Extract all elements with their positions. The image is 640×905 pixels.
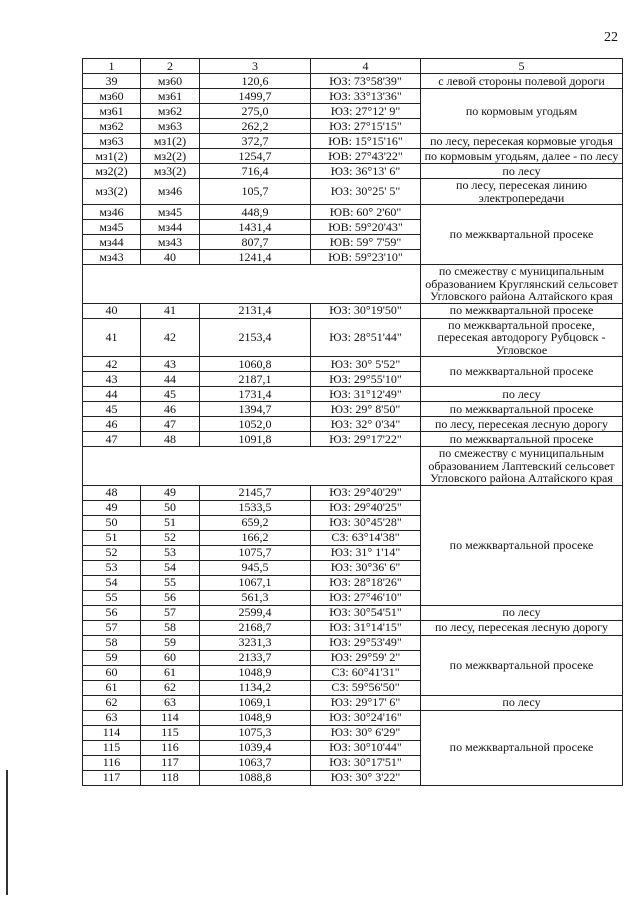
distance-cell: 1075,7 <box>200 545 311 560</box>
bearing-cell: ЮЗ: 29°17'22" <box>311 432 421 447</box>
from-point-cell: 114 <box>83 725 141 740</box>
boundary-table <box>82 58 623 786</box>
to-point-cell: 62 <box>141 680 200 695</box>
bearing-cell: ЮВ: 59°23'10" <box>311 250 421 265</box>
bearing-cell: ЮЗ: 30°25' 5" <box>311 179 421 205</box>
distance-cell: 1254,7 <box>200 149 311 164</box>
from-point-cell: мз60 <box>83 89 141 104</box>
bearing-cell: ЮЗ: 30°54'51" <box>311 605 421 620</box>
description-cell: по межквартальной просеке <box>421 357 623 387</box>
from-point-cell: 40 <box>83 303 141 318</box>
description-cell: по межквартальной просеке <box>421 485 623 605</box>
table-row <box>83 303 623 318</box>
bearing-cell: СЗ: 60°41'31" <box>311 665 421 680</box>
distance-cell: 1060,8 <box>200 357 311 372</box>
margin-rule <box>6 770 8 895</box>
description-cell: по межквартальной просеке, пересекая автодорогу Рубцовск - Угловское <box>421 318 623 357</box>
distance-cell: 1075,3 <box>200 725 311 740</box>
description-cell: с левой стороны полевой дороги <box>421 74 623 89</box>
bearing-cell: ЮЗ: 27°15'15" <box>311 119 421 134</box>
bearing-cell: ЮЗ: 30°45'28" <box>311 515 421 530</box>
header-cell: 1 <box>83 59 141 74</box>
from-point-cell: 49 <box>83 500 141 515</box>
from-point-cell: мз43 <box>83 250 141 265</box>
distance-cell: 166,2 <box>200 530 311 545</box>
distance-cell: 1241,4 <box>200 250 311 265</box>
from-point-cell: 43 <box>83 372 141 387</box>
bearing-cell: ЮЗ: 30°10'44" <box>311 740 421 755</box>
from-point-cell: 50 <box>83 515 141 530</box>
bearing-cell: ЮЗ: 28°51'44" <box>311 318 421 357</box>
to-point-cell: 47 <box>141 417 200 432</box>
table-row <box>83 179 623 205</box>
note-row <box>83 447 623 486</box>
from-point-cell: 44 <box>83 387 141 402</box>
table-row <box>83 605 623 620</box>
from-point-cell: 42 <box>83 357 141 372</box>
to-point-cell: 59 <box>141 635 200 650</box>
distance-cell: 275,0 <box>200 104 311 119</box>
description-cell: по лесу <box>421 605 623 620</box>
distance-cell: 1533,5 <box>200 500 311 515</box>
to-point-cell: 54 <box>141 560 200 575</box>
distance-cell: 3231,3 <box>200 635 311 650</box>
from-point-cell: 60 <box>83 665 141 680</box>
description-cell: по лесу <box>421 695 623 710</box>
distance-cell: 2168,7 <box>200 620 311 635</box>
to-point-cell: 56 <box>141 590 200 605</box>
to-point-cell: 40 <box>141 250 200 265</box>
description-cell: по лесу <box>421 387 623 402</box>
bearing-cell: СЗ: 59°56'50" <box>311 680 421 695</box>
from-point-cell: 52 <box>83 545 141 560</box>
bearing-cell: ЮЗ: 29°40'29" <box>311 485 421 500</box>
distance-cell: 1063,7 <box>200 755 311 770</box>
bearing-cell: ЮЗ: 30°24'16" <box>311 710 421 725</box>
to-point-cell: 116 <box>141 740 200 755</box>
distance-cell: 372,7 <box>200 134 311 149</box>
to-point-cell: 115 <box>141 725 200 740</box>
from-point-cell: 58 <box>83 635 141 650</box>
bearing-cell: ЮЗ: 30° 6'29" <box>311 725 421 740</box>
to-point-cell: 60 <box>141 650 200 665</box>
bearing-cell: ЮЗ: 31° 1'14" <box>311 545 421 560</box>
from-point-cell: мз1(2) <box>83 149 141 164</box>
distance-cell: 105,7 <box>200 179 311 205</box>
bearing-cell: ЮВ: 60° 2'60" <box>311 205 421 220</box>
to-point-cell: мз46 <box>141 179 200 205</box>
from-point-cell: 57 <box>83 620 141 635</box>
bearing-cell: ЮВ: 15°15'16" <box>311 134 421 149</box>
distance-cell: 1048,9 <box>200 710 311 725</box>
from-point-cell: 116 <box>83 755 141 770</box>
header-cell: 3 <box>200 59 311 74</box>
to-point-cell: 41 <box>141 303 200 318</box>
to-point-cell: мз1(2) <box>141 134 200 149</box>
bearing-cell: ЮВ: 27°43'22" <box>311 149 421 164</box>
distance-cell: 2145,7 <box>200 485 311 500</box>
to-point-cell: мз60 <box>141 74 200 89</box>
from-point-cell: мз63 <box>83 134 141 149</box>
from-point-cell: мз45 <box>83 220 141 235</box>
to-point-cell: 43 <box>141 357 200 372</box>
table-row <box>83 164 623 179</box>
description-cell: по лесу, пересекая линию электропередачи <box>421 179 623 205</box>
bearing-cell: ЮЗ: 30°36' 6" <box>311 560 421 575</box>
from-point-cell: мз2(2) <box>83 164 141 179</box>
to-point-cell: 117 <box>141 755 200 770</box>
distance-cell: 1499,7 <box>200 89 311 104</box>
distance-cell: 1052,0 <box>200 417 311 432</box>
description-cell: по лесу, пересекая лесную дорогу <box>421 620 623 635</box>
distance-cell: 1731,4 <box>200 387 311 402</box>
description-cell: по кормовым угодьям <box>421 89 623 134</box>
distance-cell: 1134,2 <box>200 680 311 695</box>
distance-cell: 659,2 <box>200 515 311 530</box>
to-point-cell: 45 <box>141 387 200 402</box>
bearing-cell: ЮЗ: 30° 5'52" <box>311 357 421 372</box>
from-point-cell: 115 <box>83 740 141 755</box>
bearing-cell: ЮЗ: 30°17'51" <box>311 755 421 770</box>
distance-cell: 262,2 <box>200 119 311 134</box>
boundary-note: по смежеству с муниципальным образованием Лаптевский сельсовет Угловского района Алтайского края <box>421 447 623 486</box>
to-point-cell: 51 <box>141 515 200 530</box>
to-point-cell: мз2(2) <box>141 149 200 164</box>
from-point-cell: 45 <box>83 402 141 417</box>
bearing-cell: ЮЗ: 36°13' 6" <box>311 164 421 179</box>
header-cell: 5 <box>421 59 623 74</box>
distance-cell: 2133,7 <box>200 650 311 665</box>
to-point-cell: 53 <box>141 545 200 560</box>
to-point-cell: мз61 <box>141 89 200 104</box>
to-point-cell: мз44 <box>141 220 200 235</box>
header-cell: 2 <box>141 59 200 74</box>
description-cell: по межквартальной просеке <box>421 432 623 447</box>
bearing-cell: ЮЗ: 29°53'49" <box>311 635 421 650</box>
blank-cell <box>83 447 421 486</box>
from-point-cell: 53 <box>83 560 141 575</box>
distance-cell: 1091,8 <box>200 432 311 447</box>
distance-cell: 1088,8 <box>200 770 311 785</box>
to-point-cell: мз63 <box>141 119 200 134</box>
bearing-cell: ЮЗ: 73°58'39" <box>311 74 421 89</box>
bearing-cell: ЮЗ: 32° 0'34" <box>311 417 421 432</box>
description-cell: по межквартальной просеке <box>421 402 623 417</box>
table-row <box>83 318 623 357</box>
bearing-cell: ЮЗ: 30°19'50" <box>311 303 421 318</box>
header-row <box>83 59 623 74</box>
distance-cell: 2131,4 <box>200 303 311 318</box>
bearing-cell: СЗ: 63°14'38" <box>311 530 421 545</box>
distance-cell: 120,6 <box>200 74 311 89</box>
bearing-cell: ЮЗ: 29°55'10" <box>311 372 421 387</box>
to-point-cell: 42 <box>141 318 200 357</box>
distance-cell: 1048,9 <box>200 665 311 680</box>
from-point-cell: 41 <box>83 318 141 357</box>
description-cell: по межквартальной просеке <box>421 205 623 265</box>
to-point-cell: 50 <box>141 500 200 515</box>
distance-cell: 1431,4 <box>200 220 311 235</box>
distance-cell: 1069,1 <box>200 695 311 710</box>
bearing-cell: ЮЗ: 31°14'15" <box>311 620 421 635</box>
to-point-cell: мз62 <box>141 104 200 119</box>
bearing-cell: ЮВ: 59° 7'59" <box>311 235 421 250</box>
bearing-cell: ЮЗ: 27°12' 9" <box>311 104 421 119</box>
bearing-cell: ЮЗ: 29°59' 2" <box>311 650 421 665</box>
from-point-cell: мз61 <box>83 104 141 119</box>
distance-cell: 807,7 <box>200 235 311 250</box>
to-point-cell: 48 <box>141 432 200 447</box>
table-row <box>83 635 623 650</box>
from-point-cell: 39 <box>83 74 141 89</box>
bearing-cell: ЮВ: 59°20'43" <box>311 220 421 235</box>
note-row <box>83 265 623 304</box>
from-point-cell: 55 <box>83 590 141 605</box>
description-cell: по кормовым угодьям, далее - по лесу <box>421 149 623 164</box>
from-point-cell: 63 <box>83 710 141 725</box>
distance-cell: 2187,1 <box>200 372 311 387</box>
from-point-cell: 117 <box>83 770 141 785</box>
to-point-cell: 55 <box>141 575 200 590</box>
table-row <box>83 134 623 149</box>
description-cell: по межквартальной просеке <box>421 303 623 318</box>
table-row <box>83 205 623 220</box>
to-point-cell: 46 <box>141 402 200 417</box>
to-point-cell: 57 <box>141 605 200 620</box>
from-point-cell: 61 <box>83 680 141 695</box>
to-point-cell: 58 <box>141 620 200 635</box>
table-row <box>83 149 623 164</box>
from-point-cell: 56 <box>83 605 141 620</box>
from-point-cell: 54 <box>83 575 141 590</box>
from-point-cell: 59 <box>83 650 141 665</box>
description-cell: по лесу, пересекая лесную дорогу <box>421 417 623 432</box>
description-cell: по межквартальной просеке <box>421 710 623 785</box>
table-row <box>83 89 623 104</box>
to-point-cell: 63 <box>141 695 200 710</box>
to-point-cell: 114 <box>141 710 200 725</box>
from-point-cell: 62 <box>83 695 141 710</box>
to-point-cell: 118 <box>141 770 200 785</box>
distance-cell: 716,4 <box>200 164 311 179</box>
to-point-cell: 49 <box>141 485 200 500</box>
header-cell: 4 <box>311 59 421 74</box>
blank-cell <box>83 265 421 304</box>
to-point-cell: мз45 <box>141 205 200 220</box>
to-point-cell: 61 <box>141 665 200 680</box>
from-point-cell: мз46 <box>83 205 141 220</box>
table-body <box>83 74 623 786</box>
distance-cell: 1067,1 <box>200 575 311 590</box>
description-cell: по лесу <box>421 164 623 179</box>
bearing-cell: ЮЗ: 33°13'36" <box>311 89 421 104</box>
bearing-cell: ЮЗ: 29° 8'50" <box>311 402 421 417</box>
distance-cell: 1039,4 <box>200 740 311 755</box>
bearing-cell: ЮЗ: 31°12'49" <box>311 387 421 402</box>
to-point-cell: 44 <box>141 372 200 387</box>
to-point-cell: 52 <box>141 530 200 545</box>
distance-cell: 945,5 <box>200 560 311 575</box>
table-row <box>83 485 623 500</box>
page-number: 22 <box>604 30 618 45</box>
table-row <box>83 695 623 710</box>
description-cell: по межквартальной просеке <box>421 635 623 695</box>
bearing-cell: ЮЗ: 30° 3'22" <box>311 770 421 785</box>
from-point-cell: мз62 <box>83 119 141 134</box>
bearing-cell: ЮЗ: 27°46'10" <box>311 590 421 605</box>
from-point-cell: 46 <box>83 417 141 432</box>
distance-cell: 2153,4 <box>200 318 311 357</box>
to-point-cell: мз43 <box>141 235 200 250</box>
bearing-cell: ЮЗ: 28°18'26" <box>311 575 421 590</box>
from-point-cell: мз3(2) <box>83 179 141 205</box>
to-point-cell: мз3(2) <box>141 164 200 179</box>
description-cell: по лесу, пересекая кормовые угодья <box>421 134 623 149</box>
distance-cell: 2599,4 <box>200 605 311 620</box>
table-row <box>83 432 623 447</box>
table-row <box>83 74 623 89</box>
from-point-cell: мз44 <box>83 235 141 250</box>
table-row <box>83 402 623 417</box>
table-row <box>83 710 623 725</box>
from-point-cell: 47 <box>83 432 141 447</box>
table-row <box>83 620 623 635</box>
distance-cell: 561,3 <box>200 590 311 605</box>
distance-cell: 448,9 <box>200 205 311 220</box>
bearing-cell: ЮЗ: 29°17' 6" <box>311 695 421 710</box>
table-row <box>83 387 623 402</box>
table-row <box>83 357 623 372</box>
from-point-cell: 48 <box>83 485 141 500</box>
bearing-cell: ЮЗ: 29°40'25" <box>311 500 421 515</box>
distance-cell: 1394,7 <box>200 402 311 417</box>
from-point-cell: 51 <box>83 530 141 545</box>
boundary-note: по смежеству с муниципальным образованием Круглянский сельсовет Угловского района Алтайского края <box>421 265 623 304</box>
table-row <box>83 417 623 432</box>
